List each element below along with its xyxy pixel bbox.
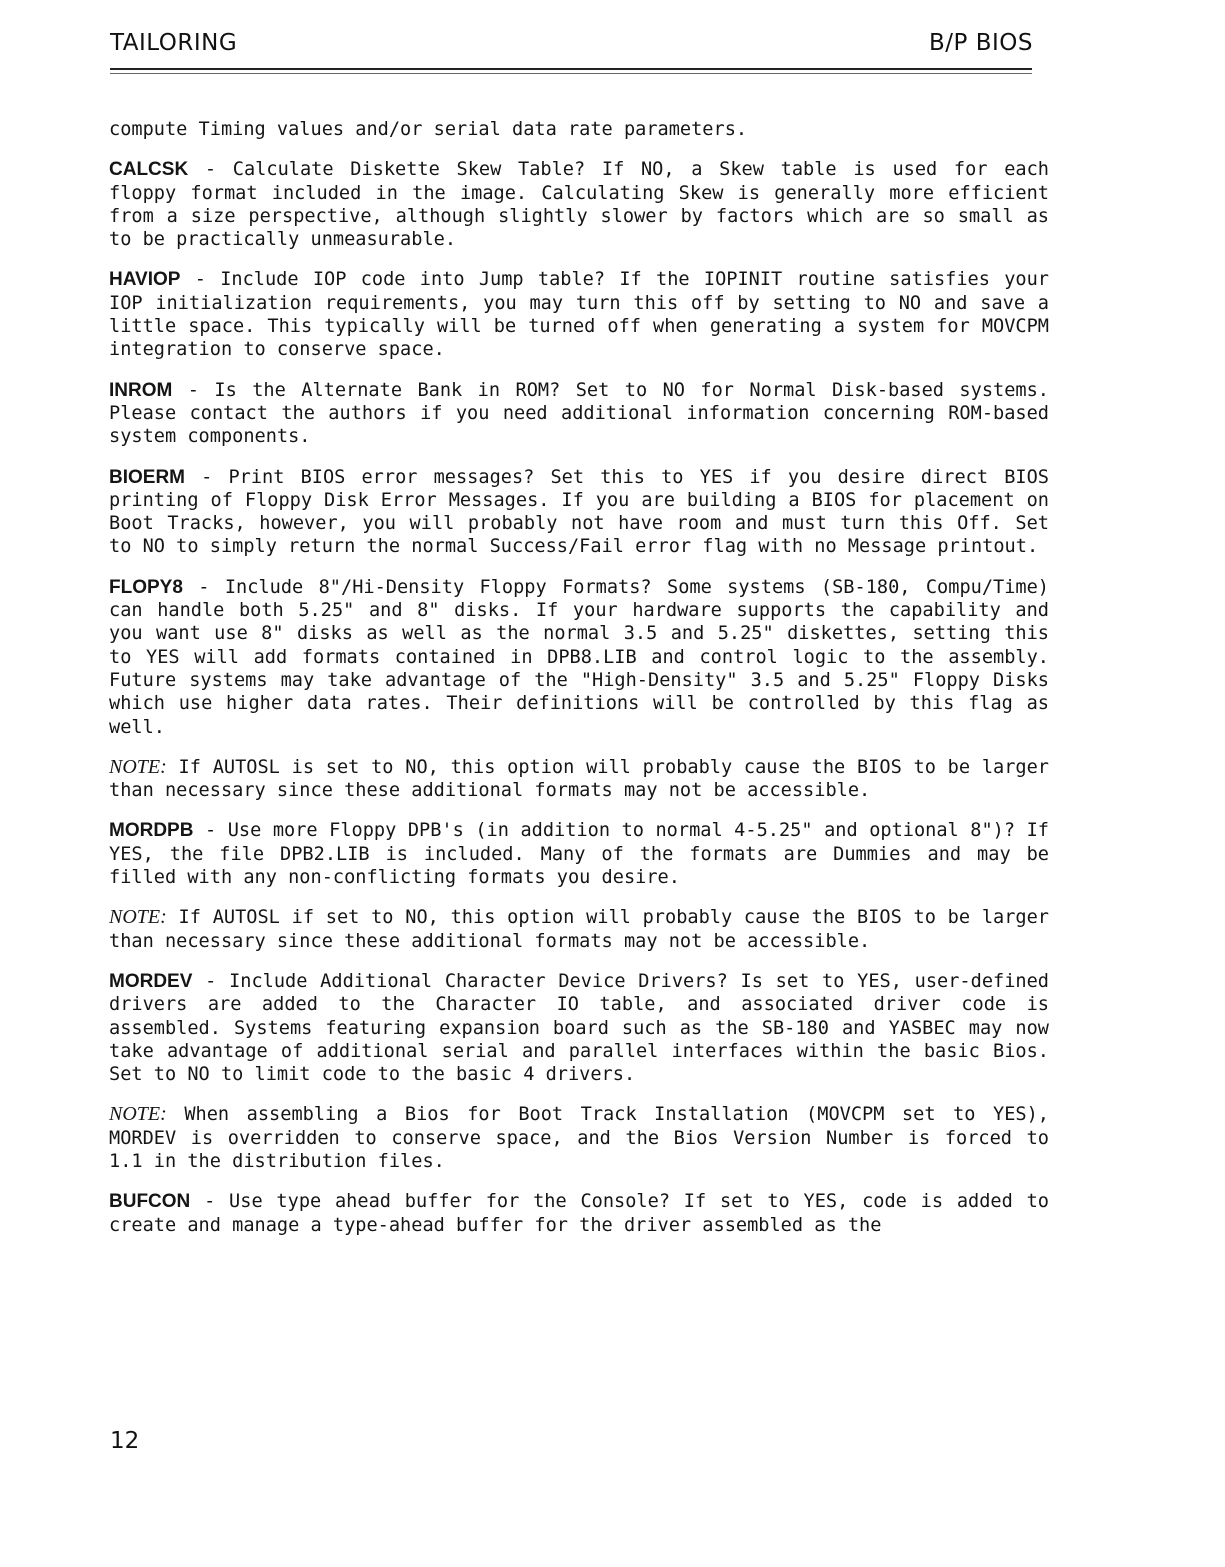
paragraph-text: - Include IOP code into Jump table? If the IOPINIT routine satisfies your IOP initialization requirements, you may turn this off by setting to NO and save a little space. This typically will be turned off when generating a system for MOVCPM integration to conserve space. xyxy=(109,269,1049,361)
paragraph-text: If AUTOSL is set to NO, this option will probably cause the BIOS to be larger than necessary since these additional formats may not be accessible. xyxy=(109,756,1049,802)
paragraph-note-1 xyxy=(109,756,1049,803)
option-name: FLOPY8 xyxy=(109,576,183,598)
paragraph-intro xyxy=(109,118,1049,141)
note-label: NOTE: xyxy=(109,1103,167,1126)
paragraph-bufcon xyxy=(109,1190,1049,1237)
paragraph-text: - Use type ahead buffer for the Console? If set to YES, code is added to create and manage a type-ahead buffer for the driver assembled as the xyxy=(109,1191,1049,1236)
running-header-title: TAILORING xyxy=(110,30,238,56)
option-name: BIOERM xyxy=(109,466,185,488)
paragraph-text: compute Timing values and/or serial data rate parameters. xyxy=(109,119,748,140)
paragraph-text: - Print BIOS error messages? Set this to YES if you desire direct BIOS printing of Floppy Disk Error Messages. If you are building a BIOS for placement on Boot Tracks, however, you will probably not have room and must turn this Off. Set to NO to simply return the normal Success/Fail error flag with no Message printout. xyxy=(109,466,1049,558)
option-name: HAVIOP xyxy=(109,269,181,291)
option-name: MORDEV xyxy=(109,970,193,992)
paragraph-text: - Include Additional Character Device Drivers? Is set to YES, user-defined drivers are added to the Character IO table, and associated driver code is assembled. Systems featuring expansion board such as the SB-180 and YASBEC may now take advantage of additional serial and parallel interfaces within the basic Bios. Set to NO to limit code to the basic 4 drivers. xyxy=(109,970,1049,1086)
paragraph-note-3 xyxy=(109,1103,1049,1173)
body-text xyxy=(109,118,1049,1254)
paragraph-text: When assembling a Bios for Boot Track Installation (MOVCPM set to YES), MORDEV is overridden to conserve space, and the Bios Version Number is forced to 1.1 in the distribution files. xyxy=(109,1104,1049,1172)
paragraph-bioerm xyxy=(109,466,1049,559)
note-label: NOTE: xyxy=(109,755,167,778)
paragraph-inrom xyxy=(109,379,1049,449)
page-number: 12 xyxy=(110,1428,140,1454)
paragraph-text: - Use more Floppy DPB's (in addition to normal 4-5.25" and optional 8")? If YES, the file DPB2.LIB is included. Many of the formats are Dummies and may be filled with any non-conflicting formats you desire. xyxy=(109,820,1049,889)
paragraph-calcsk xyxy=(109,158,1049,251)
running-header-section: B/P BIOS xyxy=(929,30,1033,56)
paragraph-text: - Calculate Diskette Skew Table? If NO, a Skew table is used for each floppy format included in the image. Calculating Skew is generally more efficient from a size perspective, although slightly slower by factors which are so small as to be practically unmeasurable. xyxy=(109,159,1049,251)
paragraph-haviop xyxy=(109,268,1049,361)
note-label: NOTE: xyxy=(109,906,167,929)
paragraph-flopy8 xyxy=(109,576,1049,739)
paragraph-text: - Is the Alternate Bank in ROM? Set to NO for Normal Disk-based systems. Please contact the authors if you need additional information concerning ROM-based system components. xyxy=(109,379,1049,448)
option-name: CALCSK xyxy=(109,159,189,181)
paragraph-mordpb xyxy=(109,819,1049,889)
option-name: INROM xyxy=(109,379,173,401)
header-rule-thin xyxy=(110,73,1032,74)
option-name: MORDPB xyxy=(109,820,194,842)
header-rule xyxy=(110,68,1032,70)
paragraph-text: If AUTOSL if set to NO, this option will probably cause the BIOS to be larger than necessary since these additional formats may not be accessible. xyxy=(109,907,1049,952)
paragraph-note-2 xyxy=(109,906,1049,953)
option-name: BUFCON xyxy=(109,1191,191,1213)
paragraph-text: - Include 8"/Hi-Density Floppy Formats? Some systems (SB-180, Compu/Time) can handle both 5.25" and 8" disks. If your hardware supports the capability and you want use 8" disks as well as the normal 3.5 and 5.25" diskettes, setting this to YES will add formats contained in DPB8.LIB and control logic to the assembly. Future systems may take advantage of the "High-Density" 3.5 and 5.25" Floppy Disks which use higher data rates. Their definitions will be controlled by this flag as well. xyxy=(109,576,1049,738)
paragraph-mordev xyxy=(109,970,1049,1086)
